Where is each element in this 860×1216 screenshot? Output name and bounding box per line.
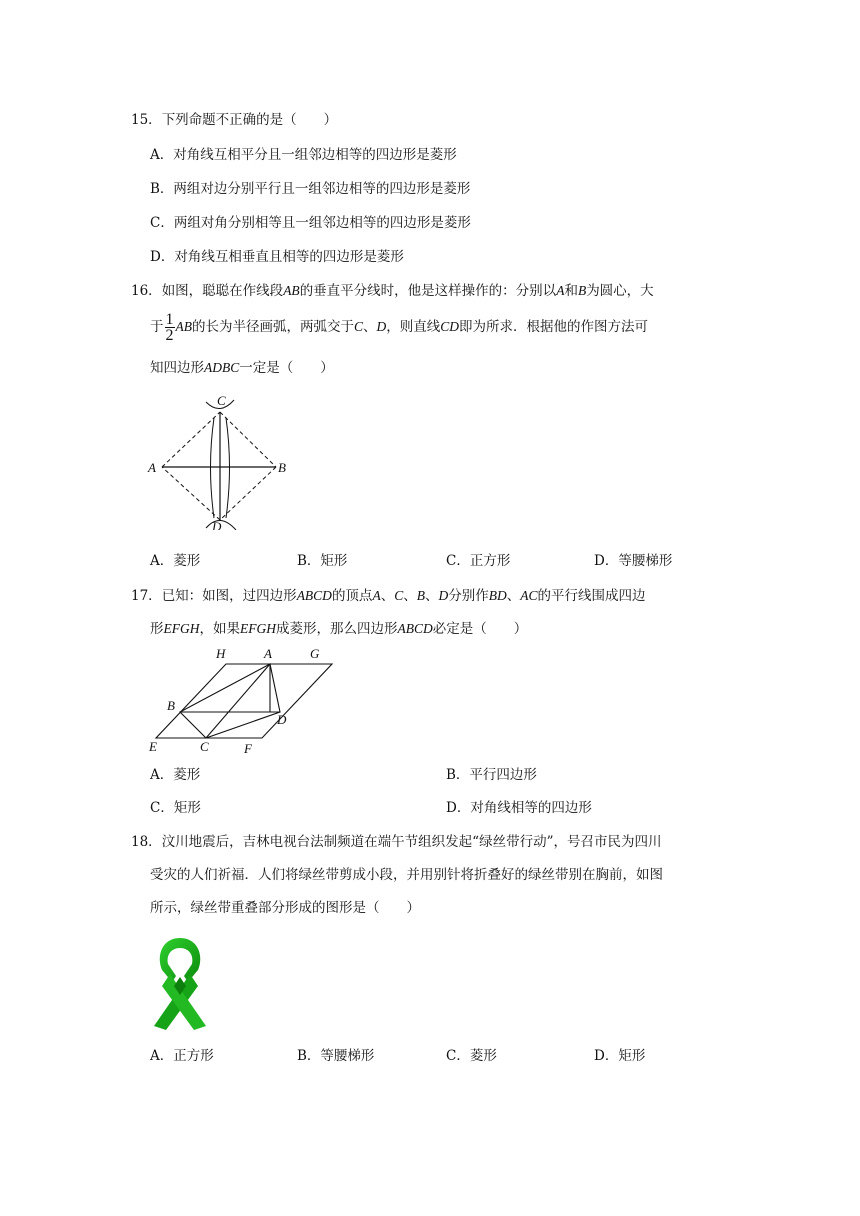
q16-perpendicular-bisector-figure <box>140 390 300 530</box>
green-ribbon-image <box>150 934 210 1034</box>
label-d: D <box>277 712 287 727</box>
q16-option-a[interactable]: A．菱形 <box>150 553 201 569</box>
q15-option-c[interactable]: C．两组对角分别相等且一组邻边相等的四边形是菱形 <box>150 215 471 231</box>
q17-option-d[interactable]: D．对角线相等的四边形 <box>446 800 592 816</box>
arc-from-a <box>226 418 230 518</box>
label-b: B <box>167 698 175 713</box>
q18-stem-line3: 所示，绿丝带重叠部分形成的图形是（ ） <box>150 900 420 916</box>
q15-option-d[interactable]: D．对角线互相垂直且相等的四边形是菱形 <box>150 249 404 265</box>
q17-stem-line2: 形EFGH，如果EFGH成菱形，那么四边形ABCD必定是（ ） <box>150 621 528 637</box>
q18-stem-line1: 18．汶川地震后，吉林电视台法制频道在端午节组织发起“绿丝带行动”，号召市民为四川 <box>131 834 662 850</box>
q16-stem-line3: 知四边形ADBC一定是（ ） <box>150 360 334 376</box>
question-number: 15． <box>131 112 162 128</box>
q18-option-b[interactable]: B．等腰梯形 <box>297 1048 375 1064</box>
quad-abcd <box>180 664 280 738</box>
q15-option-a[interactable]: A．对角线互相平分且一组邻边相等的四边形是菱形 <box>150 147 457 163</box>
quad-efgh <box>156 664 332 738</box>
q17-option-a[interactable]: A．菱形 <box>150 767 201 783</box>
q18-option-d[interactable]: D．矩形 <box>594 1048 646 1064</box>
question-text: 下列命题不正确的是（ ） <box>161 112 338 128</box>
label-c: C <box>200 739 209 754</box>
label-g: G <box>310 646 320 661</box>
q18-stem-line2: 受灾的人们祈福．人们将绿丝带剪成小段，并用别针将折叠好的绿丝带别在胸前，如图 <box>150 867 663 883</box>
arc-from-b <box>211 418 215 518</box>
q18-option-c[interactable]: C．菱形 <box>446 1048 497 1064</box>
label-d: D <box>212 519 222 530</box>
q15-option-b[interactable]: B．两组对边分别平行且一组邻边相等的四边形是菱形 <box>150 181 471 197</box>
q17-option-c[interactable]: C．矩形 <box>150 800 201 816</box>
q18-option-a[interactable]: A．正方形 <box>150 1048 214 1064</box>
label-h: H <box>216 646 226 661</box>
q17-stem-line1: 17．已知：如图，过四边形ABCD的顶点A、C、B、D分别作BD、AC的平行线围成四边 <box>131 588 646 604</box>
label-a: A <box>148 460 156 475</box>
label-c: C <box>217 393 226 408</box>
q15-stem <box>131 110 337 130</box>
q17-parallelogram-figure <box>140 642 340 760</box>
question-number: 17． <box>131 588 162 604</box>
q16-option-d[interactable]: D．等腰梯形 <box>594 553 673 569</box>
q16-stem-line2: 于 $\frac{1}{2}$ AB的长为半径画弧，两弧交于C、D，则直线CD即为所求．根据他的作图方法可 <box>150 311 649 344</box>
question-number: 18． <box>131 834 162 850</box>
q16-option-c[interactable]: C．正方形 <box>446 553 511 569</box>
label-e: E <box>149 739 157 754</box>
question-number: 16． <box>131 283 162 299</box>
q16-option-b[interactable]: B．矩形 <box>297 553 348 569</box>
fraction-one-half: $\frac{1}{2}$ <box>165 311 174 344</box>
q17-option-b[interactable]: B．平行四边形 <box>446 767 537 783</box>
q16-stem-line1: 16．如图，聪聪在作线段AB的垂直平分线时，他是这样操作的：分别以A和B为圆心，大 <box>131 283 654 299</box>
label-b: B <box>278 460 286 475</box>
label-f: F <box>244 741 252 756</box>
label-a: A <box>264 646 272 661</box>
